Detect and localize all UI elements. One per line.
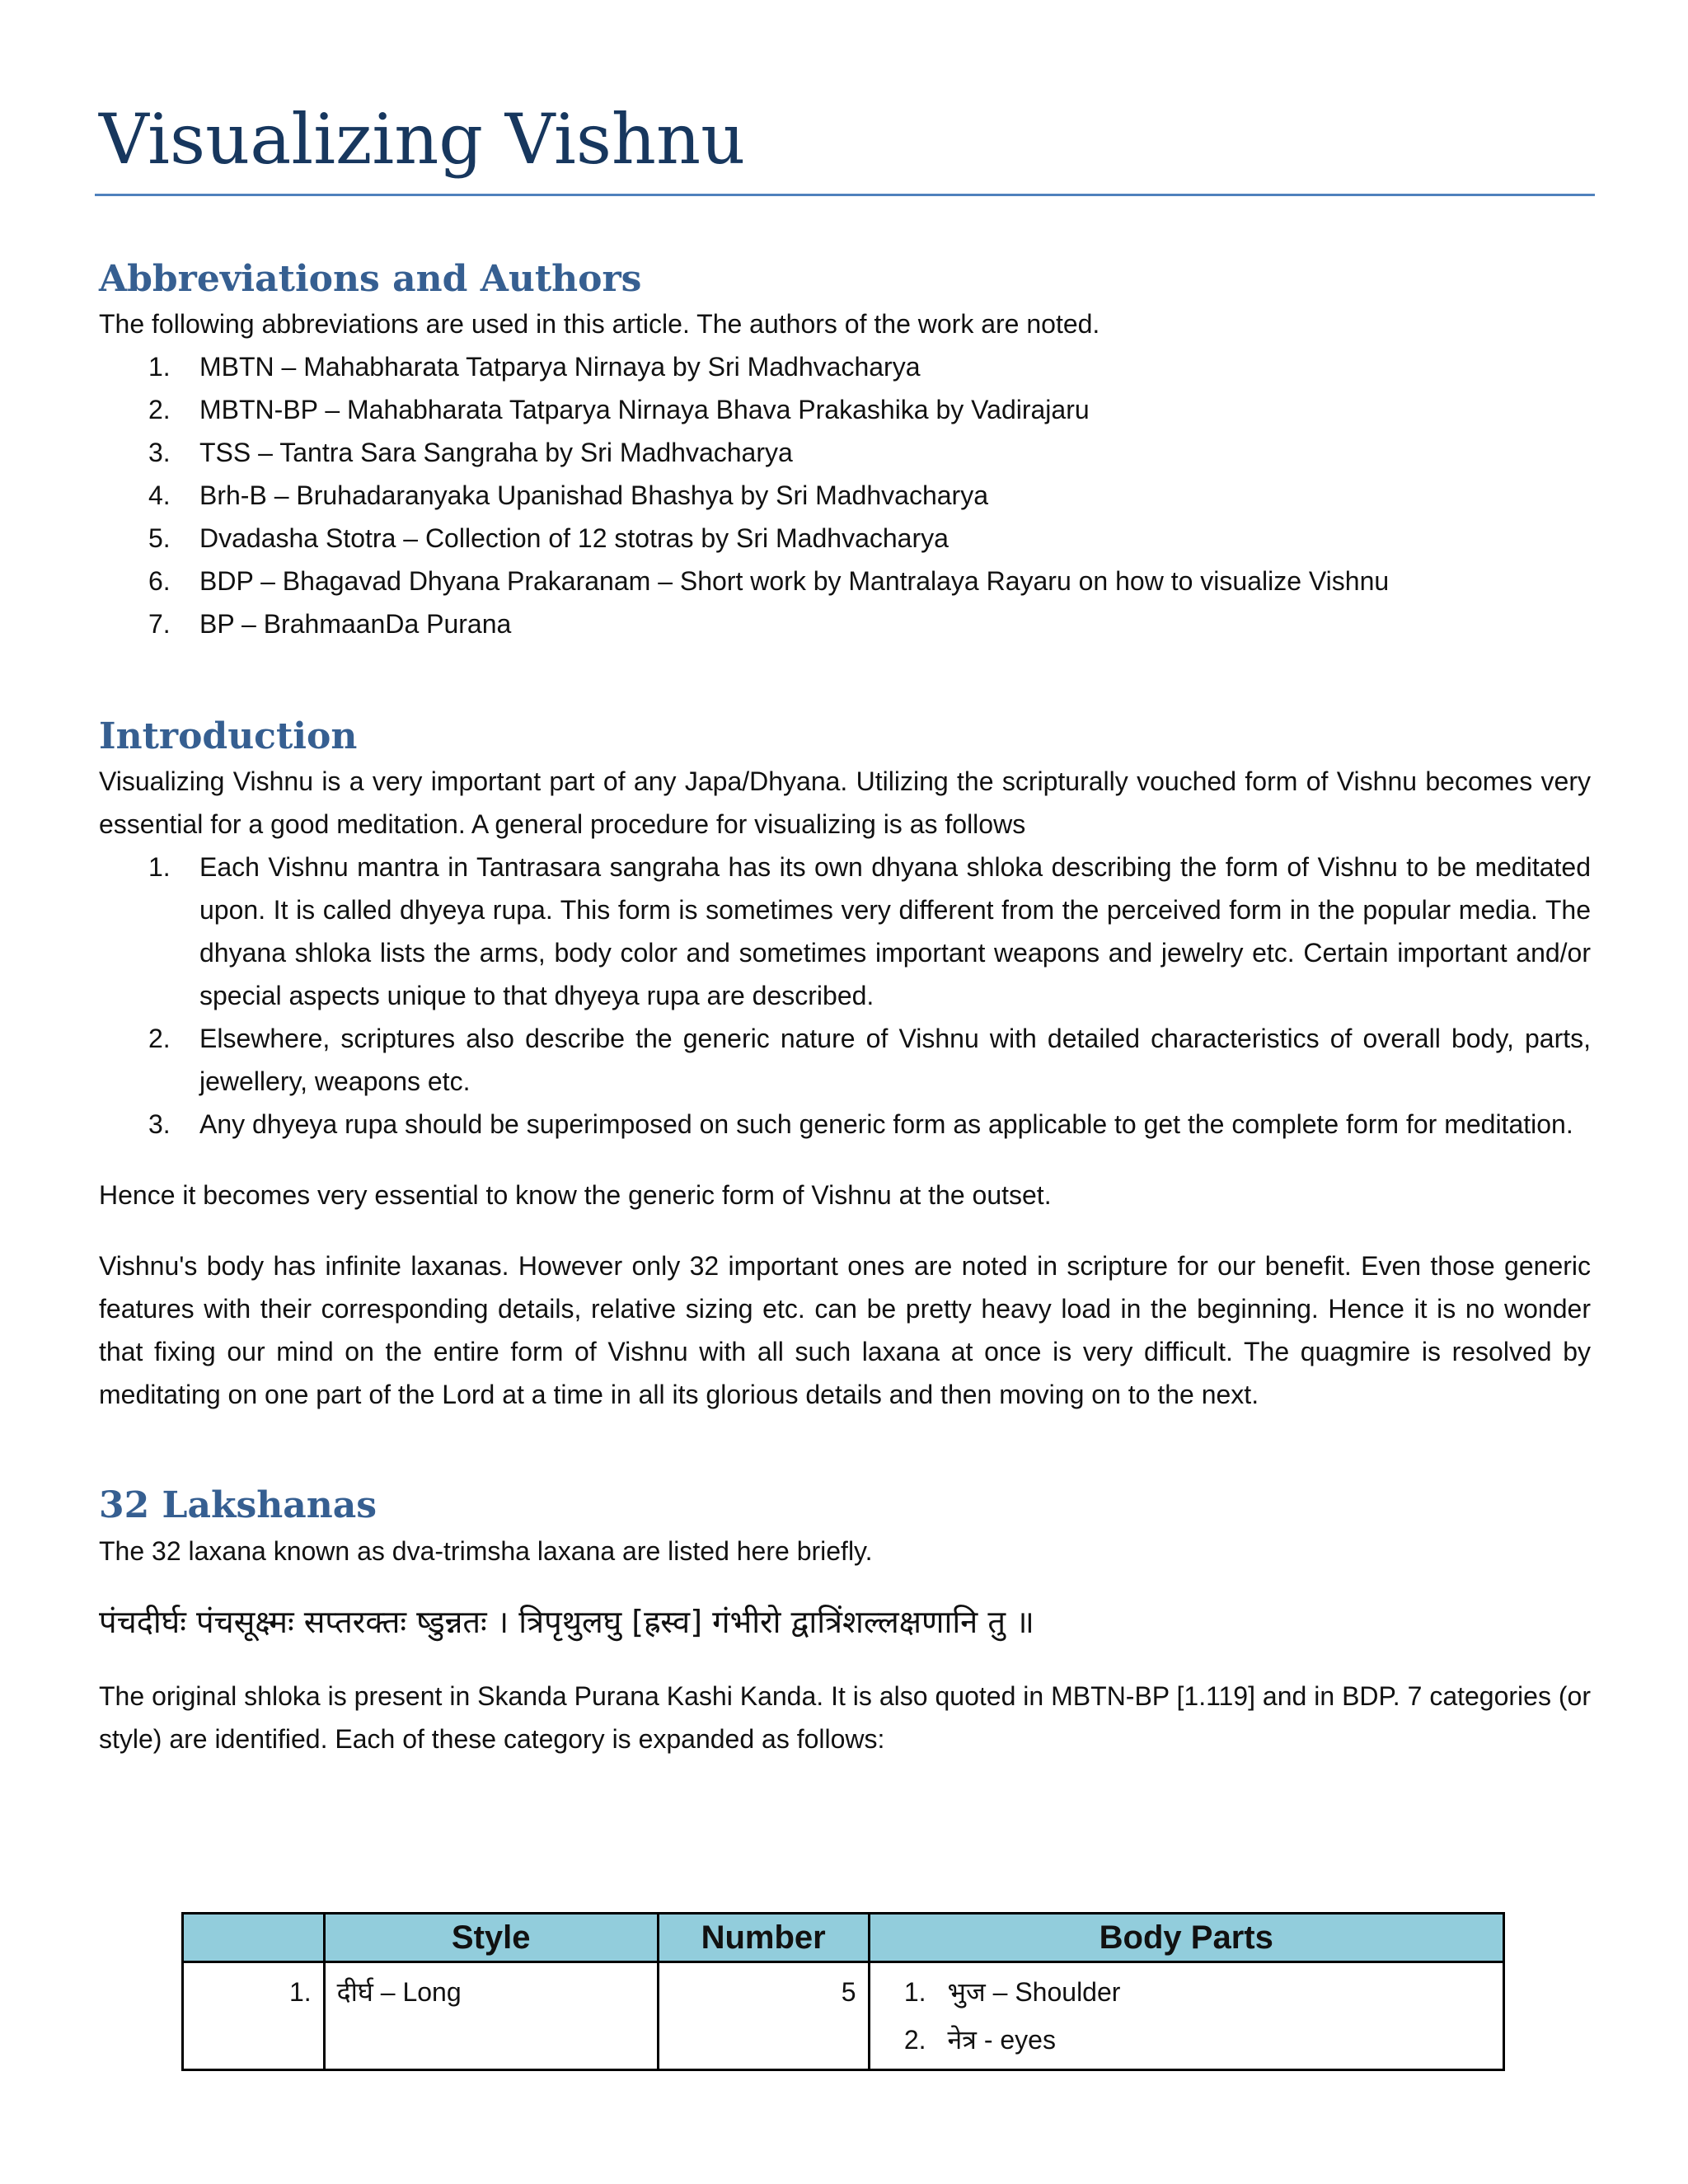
list-text: TSS – Tantra Sara Sangraha by Sri Madhvacharya — [199, 438, 793, 468]
table-row — [183, 1962, 1504, 2070]
list-item — [882, 1968, 1492, 2016]
laxanas-paragraph: Vishnu's body has infinite laxanas. However only 32 important ones are noted in scripture for our benefit. Even those generic features with their corresponding details, relative sizing etc. can be pretty heavy load in the beginning. Hence it is no wonder that fixing our mind on the entire form of Vishnu with all such laxana at once is very difficult. The quagmire is resolved by meditating on one part of the Lord at a time in all its glorious details and then moving on to the next. — [99, 1251, 1591, 1410]
abbreviations-list — [99, 345, 1591, 645]
list-number: 1. — [903, 1977, 926, 2007]
introduction-paragraph: Visualizing Vishnu is a very important part of any Japa/Dhyana. Utilizing the scripturally vouched form of Vishnu becomes very essential for a good meditation. A general procedure for visualizing is as follows — [99, 766, 1591, 840]
list-number: 3. — [148, 438, 171, 468]
body-parts-cell — [869, 1962, 1504, 2070]
body-parts-list — [882, 1968, 1492, 2064]
list-item — [99, 1017, 1591, 1103]
procedure-list — [99, 846, 1591, 1146]
list-text: Any dhyeya rupa should be superimposed on such generic form as applicable to get the complete form for meditation. — [199, 1109, 1573, 1140]
list-text: Dvadasha Stotra – Collection of 12 stotras by Sri Madhvacharya — [199, 523, 949, 554]
list-number: 7. — [148, 609, 171, 640]
style-cell — [324, 1962, 658, 2070]
list-text: Brh-B – Bruhadaranyaka Upanishad Bhashya by Sri Madhvacharya — [199, 480, 988, 511]
title-divider — [95, 194, 1595, 196]
introduction-section — [99, 713, 1591, 1416]
lakshana-table — [181, 1912, 1505, 2071]
list-item — [99, 517, 1591, 560]
list-item — [99, 474, 1591, 517]
generic-form-paragraph: Hence it becomes very essential to know the generic form of Vishnu at the outset. — [99, 1180, 1052, 1211]
list-number: 1. — [148, 352, 171, 382]
list-item — [99, 846, 1591, 1017]
lakshanas-intro: The 32 laxana known as dva-trimsha laxana are listed here briefly. — [99, 1535, 873, 1566]
shloka-source-paragraph: The original shloka is present in Skanda Purana Kashi Kanda. It is also quoted in MBTN-BP [1.119] and in BDP. 7 categories (or style) are identified. Each of these category is expanded as follows: — [99, 1680, 1591, 1754]
list-text: BP – BrahmaanDa Purana — [199, 609, 512, 640]
lakshanas-section — [99, 1482, 1591, 1760]
lakshanas-heading: 32 Lakshanas — [99, 1484, 377, 1527]
list-number: 6. — [148, 566, 171, 597]
list-text: Elsewhere, scriptures also describe the generic nature of Vishnu with detailed characteristics of overall body, parts, jewellery, weapons etc. — [199, 1024, 1591, 1097]
introduction-heading: Introduction — [99, 715, 358, 758]
part-english: - eyes — [976, 2025, 1056, 2055]
part-english: – Shoulder — [985, 1977, 1121, 2007]
abbreviations-intro: The following abbreviations are used in this article. The authors of the work are noted. — [99, 309, 1100, 340]
column-header-body-parts: Body Parts — [869, 1914, 1504, 1962]
column-header-style: Style — [324, 1914, 658, 1962]
list-text: BDP – Bhagavad Dhyana Prakaranam – Short work by Mantralaya Rayaru on how to visualize Vishnu — [199, 566, 1390, 597]
list-number: 2. — [148, 395, 171, 425]
list-item — [99, 1103, 1591, 1146]
abbreviations-heading: Abbreviations and Authors — [99, 258, 642, 300]
list-item — [99, 388, 1591, 431]
list-number: 2. — [148, 1024, 171, 1054]
list-text: MBTN-BP – Mahabharata Tatparya Nirnaya Bhava Prakashika by Vadirajaru — [199, 395, 1090, 425]
abbreviations-section — [99, 255, 1591, 645]
style-english: – Long — [373, 1977, 462, 2007]
row-index: 1. — [183, 1962, 325, 2070]
list-item — [882, 2016, 1492, 2064]
number-cell: 5 — [658, 1962, 869, 2070]
page-title: Visualizing Vishnu — [99, 99, 746, 180]
list-text: MBTN – Mahabharata Tatparya Nirnaya by Sri Madhvacharya — [199, 352, 921, 382]
table-header-row — [183, 1914, 1504, 1962]
list-item — [99, 431, 1591, 474]
column-header-index — [183, 1914, 325, 1962]
style-sanskrit: दीर्घ — [336, 1977, 373, 2007]
column-header-number: Number — [658, 1914, 869, 1962]
list-number: 5. — [148, 523, 171, 554]
part-sanskrit: नेत्र — [947, 2025, 977, 2055]
list-number: 1. — [148, 852, 171, 883]
list-item — [99, 560, 1591, 602]
list-item — [99, 345, 1591, 388]
sanskrit-shloka: पंचदीर्घः पंचसूक्ष्मः सप्तरक्तः ष्डुन्नतः । त्रिपृथुलघु [ह्रस्व] गंभीरो द्वात्रिंशल्लक्षणानि तु ॥ — [99, 1603, 1034, 1640]
document-body — [99, 255, 1591, 1760]
part-sanskrit: भुज — [947, 1977, 986, 2007]
list-number: 4. — [148, 480, 171, 511]
list-item — [99, 602, 1591, 645]
list-number: 3. — [148, 1109, 171, 1140]
list-text: Each Vishnu mantra in Tantrasara sangraha has its own dhyana shloka describing the form of Vishnu to be meditated upon. It is called dhyeya rupa. This form is sometimes very different from the perceived form in the popular media. The dhyana shloka lists the arms, body color and sometimes important weapons and jewelry etc. Certain important and/or special aspects unique to that dhyeya rupa are described. — [199, 852, 1591, 1011]
list-number: 2. — [903, 2025, 926, 2055]
